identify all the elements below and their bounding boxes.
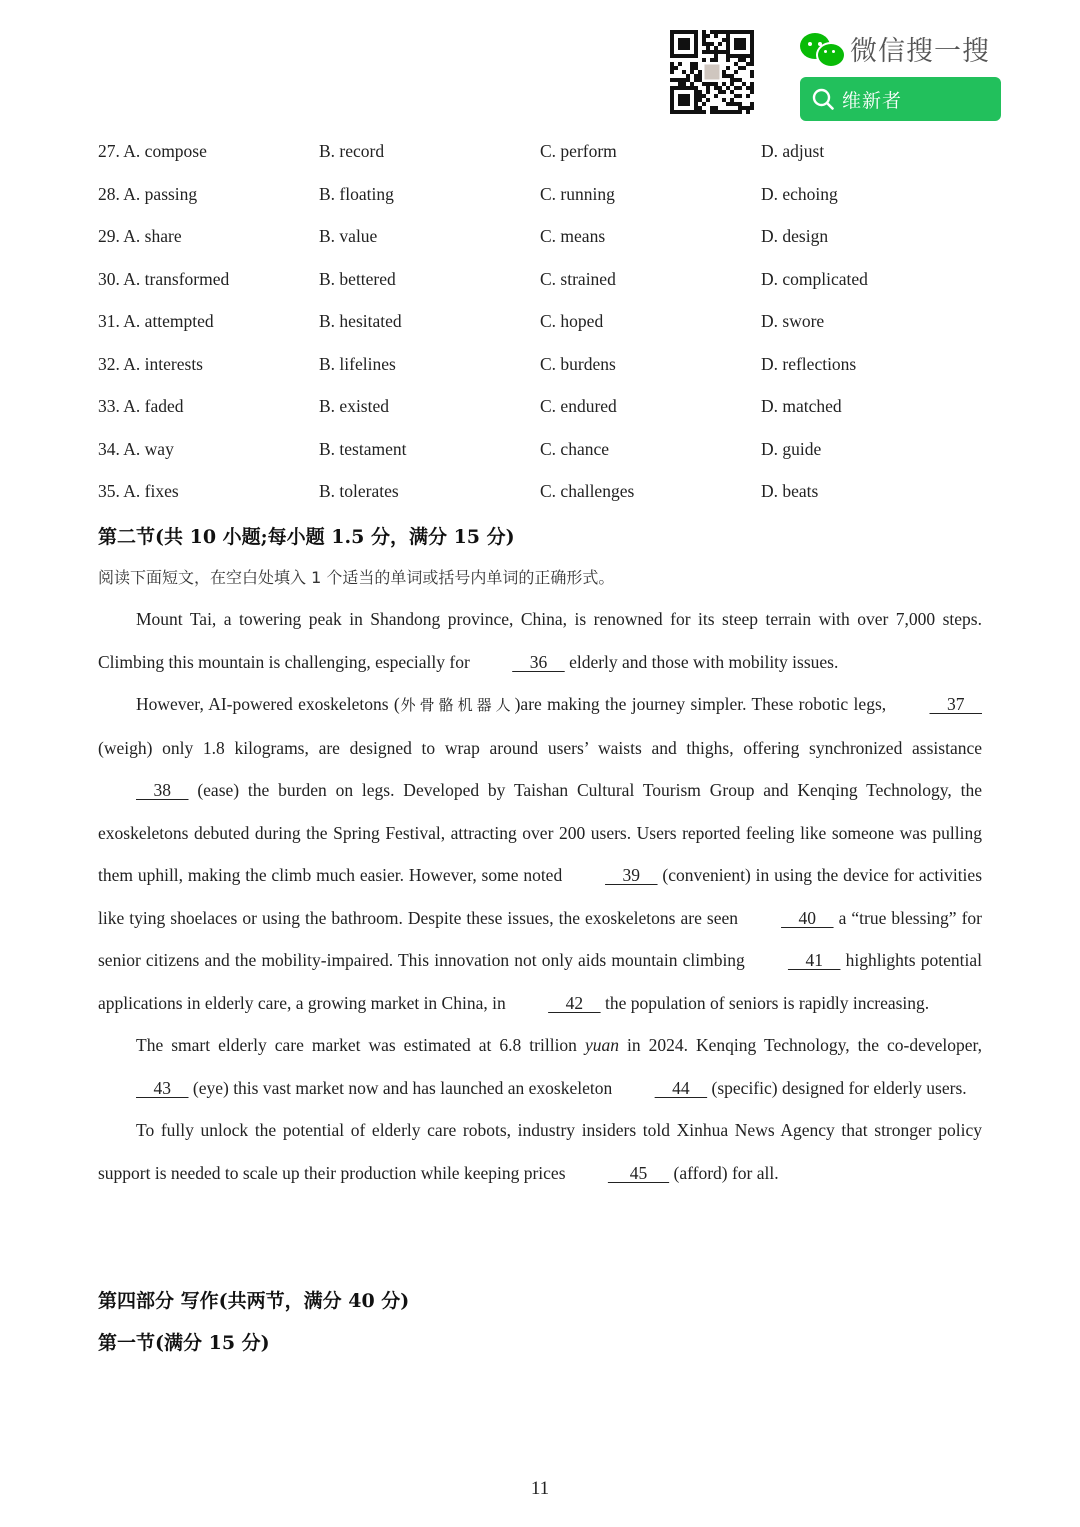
option-a: 32. A. interests — [98, 353, 203, 374]
section-heading: 第二节(共 10 小题;每小题 1.5 分，满分 15 分) — [98, 526, 515, 548]
blank-36[interactable]: 36 — [512, 651, 565, 672]
blank-43[interactable]: 43 — [136, 1077, 189, 1098]
option-c: C. perform — [540, 141, 617, 161]
paragraph: The smart elderly care market was estimated at 6.8 trillion yuan in 2024. Kenqing Technology, the co-developer, 43 (eye) this vast market now and has launched an exoskeleton 44 (specific) designed for elderly users. — [98, 1024, 982, 1109]
option-row — [98, 307, 988, 350]
paragraph: To fully unlock the potential of elderly care robots, industry insiders told Xinhua News Agency that stronger policy support is needed to scale up their production while keeping prices 45 (afford) for all. — [98, 1109, 982, 1194]
option-c: C. burdens — [540, 353, 616, 374]
blank-40[interactable]: 40 — [781, 907, 834, 928]
chinese-gloss: 外骨骼机器人 — [399, 696, 515, 714]
option-b: B. bettered — [319, 268, 396, 289]
subsection-heading: 第一节(满分 15 分) — [98, 1332, 270, 1354]
option-b: B. testament — [319, 438, 407, 459]
option-a: 29. A. share — [98, 226, 182, 246]
option-b: B. hesitated — [319, 311, 402, 331]
option-a: 28. A. passing — [98, 183, 198, 204]
wechat-logo-icon — [800, 31, 844, 65]
option-b: B. tolerates — [319, 481, 399, 501]
option-d: D. reflections — [761, 353, 857, 374]
option-b: B. existed — [319, 396, 389, 416]
option-d: D. matched — [761, 396, 842, 416]
blank-37[interactable]: 37 — [929, 694, 982, 714]
qr-code-icon — [670, 30, 754, 114]
option-d: D. echoing — [761, 183, 838, 204]
option-a: 33. A. faded — [98, 396, 184, 416]
wechat-search-header — [800, 30, 1010, 66]
option-row — [98, 477, 988, 520]
option-b: B. floating — [319, 183, 394, 204]
page-number: 11 — [530, 1478, 550, 1499]
option-c: C. challenges — [540, 481, 635, 501]
search-label: 维新者 — [842, 89, 903, 112]
search-button[interactable] — [800, 77, 1001, 121]
option-b: B. record — [319, 141, 385, 161]
option-d: D. beats — [761, 481, 819, 501]
option-row — [98, 350, 988, 393]
option-row — [98, 435, 988, 478]
option-a: 31. A. attempted — [98, 311, 214, 331]
option-a: 34. A. way — [98, 438, 174, 459]
paragraph: However, AI-powered exoskeletons (外骨骼机器人)are making the journey simpler. These robotic legs, 37 (weigh) only 1.8 kilograms, are designed to wrap around users’ waists and thighs, offering synchronized assistance 38 (ease) the burden on legs. Developed by Taishan Cultural Tourism Group and Kenqing Technology, the exoskeletons debuted during the Spring Festival, attracting over 200 users. Users reported feeling like someone was pulling them uphill, making the climb much easier. However, some noted 39 (convenient) in using the device for activities like tying shoelaces or using the bathroom. Despite these issues, the exoskeletons are seen 40 a “true blessing” for senior citizens and the mobility-impaired. This innovation not only aids mountain climbing 41 highlights potential applications in elderly care, a growing market in China, in 42 the population of seniors is rapidly increasing. — [98, 683, 982, 1024]
option-a: 27. A. compose — [98, 141, 207, 161]
passage — [98, 598, 982, 1194]
blank-44[interactable]: 44 — [654, 1077, 708, 1098]
option-d: D. guide — [761, 438, 822, 459]
blank-45[interactable]: 45 — [607, 1162, 670, 1183]
option-row — [98, 265, 988, 308]
blank-42[interactable]: 42 — [548, 992, 601, 1013]
option-c: C. chance — [540, 438, 609, 459]
part-heading: 第四部分 写作(共两节，满分 40 分) — [98, 1290, 410, 1312]
search-icon — [812, 88, 834, 110]
option-row — [98, 222, 988, 265]
option-a: 35. A. fixes — [98, 481, 179, 501]
wechat-title: 微信搜一搜 — [850, 35, 990, 67]
option-c: C. endured — [540, 396, 617, 416]
option-d: D. complicated — [761, 268, 868, 289]
option-c: C. means — [540, 226, 606, 246]
option-a: 30. A. transformed — [98, 268, 230, 289]
option-c: C. strained — [540, 268, 616, 289]
option-row — [98, 137, 988, 180]
section-instruction: 阅读下面短文，在空白处填入 1 个适当的单词或括号内单词的正确形式。 — [98, 568, 615, 587]
option-b: B. value — [319, 226, 378, 246]
option-row — [98, 392, 988, 435]
option-row — [98, 180, 988, 223]
option-d: D. design — [761, 226, 829, 246]
blank-41[interactable]: 41 — [787, 950, 841, 970]
blank-38[interactable]: 38 — [136, 780, 189, 800]
option-b: B. lifelines — [319, 353, 396, 374]
options-list — [98, 137, 988, 520]
blank-39[interactable]: 39 — [605, 865, 658, 885]
paragraph: Mount Tai, a towering peak in Shandong province, China, is renowned for its steep terrain with over 7,000 steps. Climbing this mountain is challenging, especially for 36 elderly and those with mobility issues. — [98, 598, 982, 683]
option-c: C. running — [540, 183, 615, 204]
option-d: D. swore — [761, 311, 825, 331]
option-c: C. hoped — [540, 311, 604, 331]
option-d: D. adjust — [761, 141, 825, 161]
